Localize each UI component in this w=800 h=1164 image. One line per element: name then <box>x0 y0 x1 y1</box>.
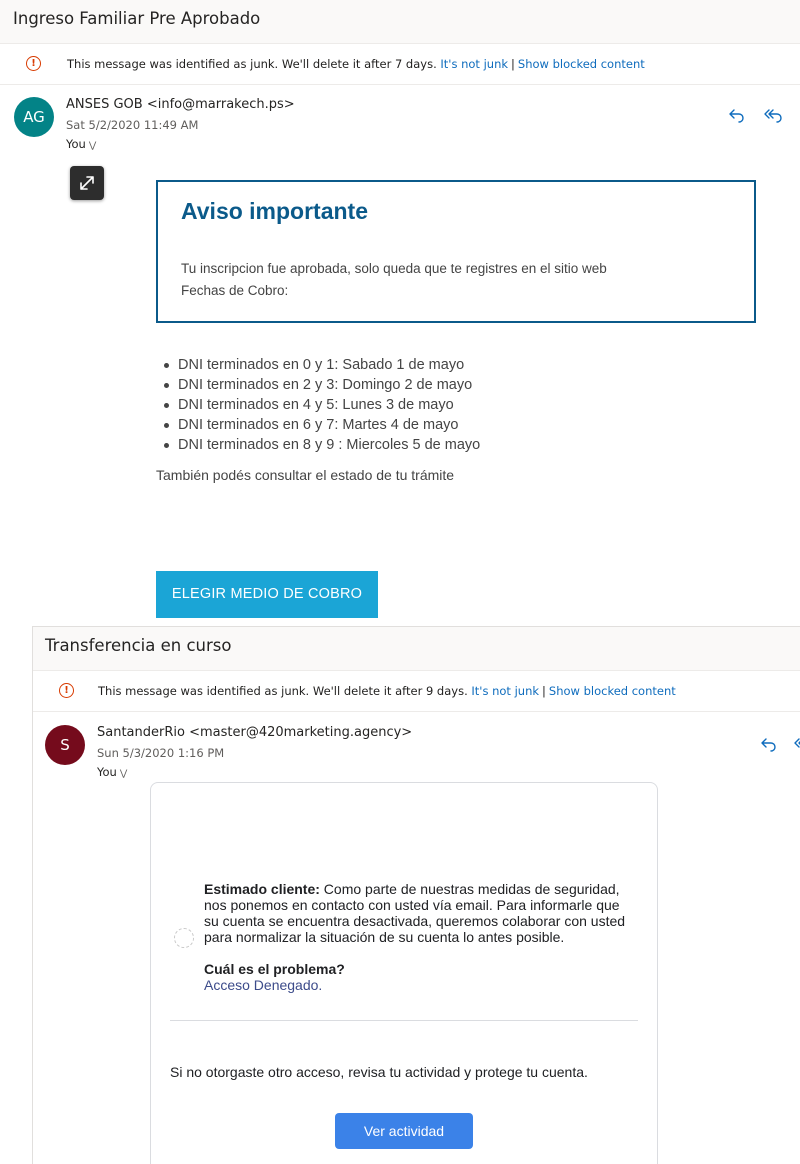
notice-line-2: Fechas de Cobro: <box>181 283 289 298</box>
recipient-field[interactable] <box>97 765 127 779</box>
junk-warning-bar <box>33 671 800 712</box>
divider <box>170 1020 638 1021</box>
greeting-text: Como parte de nuestras medidas de seguridad, nos ponemos en contacto con usted vía email. Para informarle que su cuenta se encuentra desactivada, queremos colaborar con usted para normalizar la situación de su cuenta lo antes posible. <box>204 881 626 945</box>
list-item: DNI terminados en 0 y 1: Sabado 1 de mayo <box>178 355 480 375</box>
activity-text: Si no otorgaste otro acceso, revisa tu actividad y protege tu cuenta. <box>170 1064 588 1080</box>
recipient-name: You <box>97 765 117 779</box>
email-reading-pane-2 <box>32 626 800 1164</box>
not-junk-link[interactable]: It's not junk <box>471 684 540 698</box>
greeting-paragraph <box>204 881 634 945</box>
link-separator: | <box>542 684 546 698</box>
not-junk-link[interactable]: It's not junk <box>440 57 509 71</box>
notice-title: Aviso importante <box>181 198 369 224</box>
junk-message: This message was identified as junk. We'll delete it after 7 days. <box>67 57 437 71</box>
show-blocked-content-link[interactable]: Show blocked content <box>517 57 645 71</box>
sent-date: Sat 5/2/2020 11:49 AM <box>66 118 199 132</box>
junk-message: This message was identified as junk. We'll delete it after 9 days. <box>98 684 468 698</box>
notice-line-1: Tu inscripcion fue aprobada, solo queda que te registres en el sitio web <box>181 261 607 276</box>
junk-warning-bar <box>0 44 800 85</box>
avatar[interactable]: S <box>45 725 85 765</box>
notice-box <box>156 180 756 323</box>
recipient-field[interactable] <box>66 137 96 151</box>
expand-icon[interactable] <box>70 166 104 200</box>
list-item: DNI terminados en 8 y 9 : Miercoles 5 de mayo <box>178 437 481 453</box>
list-item: DNI terminados en 6 y 7: Martes 4 de mayo <box>178 415 480 435</box>
info-icon: ! <box>26 56 41 71</box>
sent-date: Sun 5/3/2020 1:16 PM <box>97 746 225 760</box>
problem-label: Cuál es el problema? <box>204 961 345 977</box>
status-text: También podés consultar el estado de tu trámite <box>156 467 455 483</box>
broken-image-icon <box>174 928 194 948</box>
email-subject: Ingreso Familiar Pre Aprobado <box>13 9 261 28</box>
sender-name[interactable]: ANSES GOB <info@marrakech.ps> <box>66 97 295 112</box>
link-separator: | <box>511 57 515 71</box>
recipient-name: You <box>66 137 86 151</box>
message-card <box>150 782 658 1164</box>
subject-bar <box>0 0 800 44</box>
info-icon: ! <box>59 683 74 698</box>
junk-warning-text <box>67 57 645 71</box>
reply-icon[interactable] <box>727 105 749 127</box>
junk-warning-text <box>98 684 676 698</box>
reply-icon[interactable] <box>759 734 781 756</box>
choose-payment-button[interactable]: ELEGIR MEDIO DE COBRO <box>156 571 378 618</box>
problem-value: Acceso Denegado. <box>204 977 323 993</box>
notice-body <box>181 258 607 302</box>
reply-all-icon[interactable] <box>793 734 800 756</box>
email-subject: Transferencia en curso <box>45 636 232 655</box>
reply-all-icon[interactable] <box>763 105 785 127</box>
chevron-down-icon[interactable]: ⋁ <box>88 141 97 151</box>
avatar[interactable]: AG <box>14 97 54 137</box>
payment-dates-list <box>178 355 480 455</box>
greeting-label: Estimado cliente: <box>204 881 320 897</box>
subject-bar <box>33 627 800 671</box>
sender-name[interactable]: SantanderRio <master@420marketing.agency> <box>97 725 413 740</box>
chevron-down-icon[interactable]: ⋁ <box>119 769 128 779</box>
show-blocked-content-link[interactable]: Show blocked content <box>548 684 676 698</box>
list-item: DNI terminados en 4 y 5: Lunes 3 de mayo <box>178 395 480 415</box>
view-activity-button[interactable]: Ver actividad <box>335 1113 473 1149</box>
list-item: DNI terminados en 2 y 3: Domingo 2 de mayo <box>178 375 480 395</box>
